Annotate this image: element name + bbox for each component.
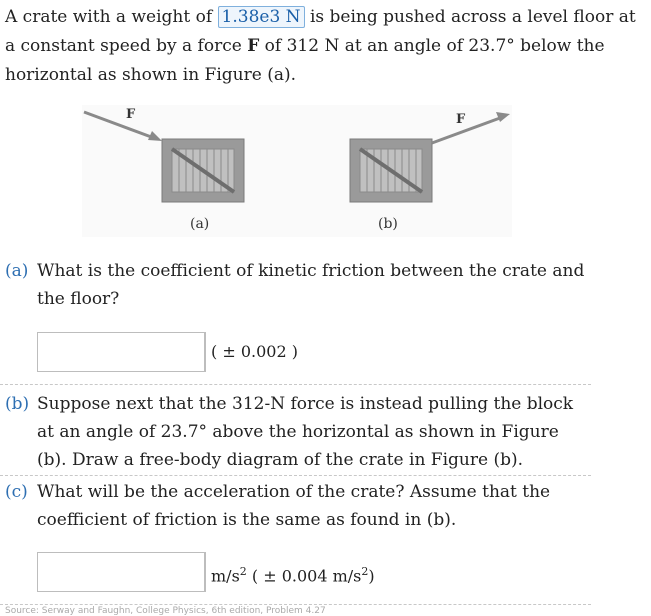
part-a-answer-input[interactable] (37, 332, 205, 372)
intro-text-2: is being pushed across a level floor at a constant speed by a force (5, 7, 636, 56)
part-a-tolerance: ( ± 0.002 ) (205, 332, 298, 372)
problem-statement (5, 3, 640, 90)
figure-drawing (82, 105, 512, 237)
intro-text-3: of 312 N at an angle of 23.7° below the horizontal as shown in Figure (a). (5, 36, 605, 85)
part-c-label: (c) (5, 482, 28, 502)
weight-value: 1.38e3 N (218, 6, 305, 28)
crate-a (162, 139, 244, 202)
force-label-a: F (126, 107, 136, 122)
unit-base: m/s (211, 566, 240, 586)
divider-2 (0, 475, 591, 476)
part-b-label: (b) (5, 394, 30, 414)
unit-exponent: 2 (239, 565, 247, 578)
force-label-b: F (456, 112, 466, 127)
part-c-question: What will be the acceleration of the crate? Assume that the coefficient of friction is the same as found in (b). (37, 482, 551, 530)
part-a-question: What is the coefficient of kinetic friction between the crate and the floor? (37, 261, 585, 309)
crate-b (350, 139, 432, 202)
caption-a: (a) (190, 216, 210, 232)
divider-1 (0, 384, 591, 385)
intro-text-1: A crate with a weight of (5, 7, 218, 27)
crate-figure (82, 105, 512, 237)
tolerance-close: ) (368, 566, 375, 586)
divider-3 (0, 604, 591, 605)
caption-b: (b) (378, 216, 398, 232)
tolerance-open: ( ± 0.004 m/s (246, 566, 362, 586)
force-symbol: F (247, 36, 260, 56)
figure-background (82, 105, 512, 237)
part-c-answer-input[interactable] (37, 552, 205, 592)
tolerance-exponent: 2 (361, 565, 369, 578)
part-a-label: (a) (5, 261, 29, 281)
part-c-units (205, 552, 375, 592)
source-citation: Source: Serway and Faughn, College Physics, 6th edition, Problem 4.27 (5, 606, 326, 616)
part-b-question: Suppose next that the 312-N force is instead pulling the block at an angle of 23.7° above the horizontal as shown in Figure (b). Draw a free-body diagram of the crate in Figure (b). (37, 394, 574, 470)
